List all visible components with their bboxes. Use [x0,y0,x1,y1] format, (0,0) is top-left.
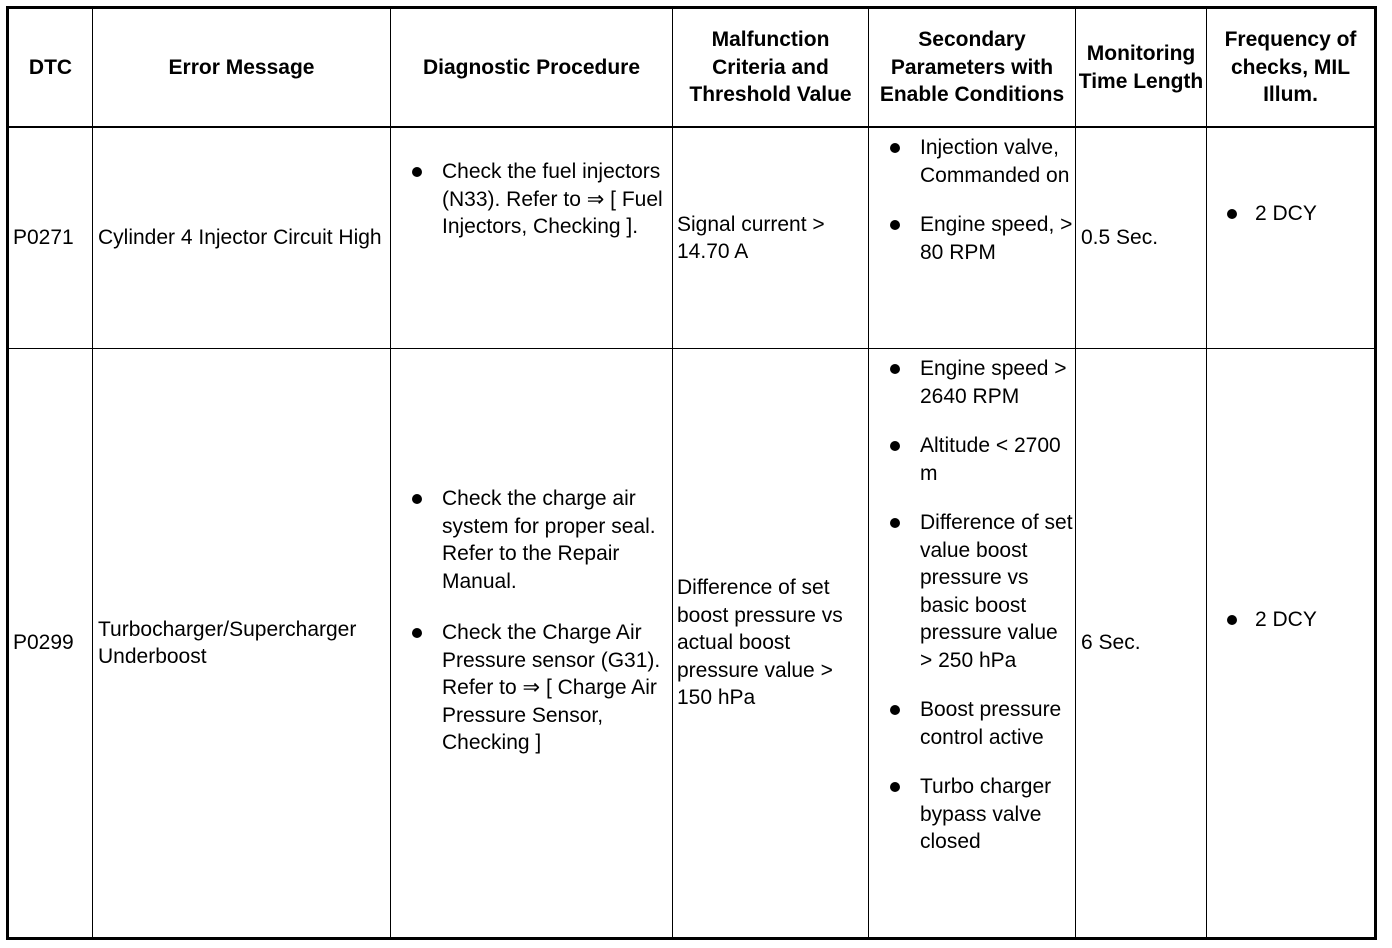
secondary-parameter: Engine speed, > 80 RPM [869,211,1075,266]
secondary-parameter: Boost pressure control active [869,696,1075,751]
row-1-dtc: P0271 [13,226,74,250]
diagnostic-step: Check the charge air system for proper seal. Refer to the Repair Manual. [392,485,670,595]
row-2-malfunction-criteria: Difference of set boost pressure vs actual boost pressure value > 150 hPa [677,576,843,710]
row-2-secondary-parameters [869,355,1075,856]
secondary-parameter: Injection valve, Commanded on [869,134,1075,189]
header-error-message: Error Message [168,55,315,79]
header-dtc: DTC [28,55,73,79]
secondary-parameter: Altitude < 2700 m [869,432,1075,487]
row-2-dtc: P0299 [13,631,74,655]
frequency-item: 2 DCY [1207,200,1374,228]
row-2-frequency [1207,606,1374,634]
secondary-parameter: Difference of set value boost pressure vs basic boost pressure value > 250 hPa [869,509,1075,674]
frequency-item: 2 DCY [1207,606,1374,634]
header-malfunction-criteria: Malfunction Criteria and Threshold Value [689,28,852,107]
row-1-malfunction-criteria: Signal current > 14.70 A [677,212,825,263]
row-2-error-message: Turbocharger/Supercharger Underboost [98,617,357,668]
secondary-parameter: Engine speed > 2640 RPM [869,355,1075,410]
diagnostic-step: Check the Charge Air Pressure sensor (G31). Refer to ⇒ [ Charge Air Pressure Sensor, Checking ] [392,619,670,757]
header-monitoring-time: Monitoring Time Length [1078,42,1204,93]
header-secondary-parameters: Secondary Parameters with Enable Conditions [879,28,1065,107]
row-1-diagnostic-procedure [392,158,670,241]
column-divider [1075,9,1076,937]
row-2-monitoring-time: 6 Sec. [1081,631,1141,655]
column-divider [672,9,673,937]
diagnostic-step: Check the fuel injectors (N33). Refer to ⇒ [ Fuel Injectors, Checking ]. [392,158,670,241]
row-1-monitoring-time: 0.5 Sec. [1081,226,1159,250]
row-1-frequency [1207,200,1374,228]
row-2-diagnostic-procedure [392,485,670,757]
column-divider [92,9,93,937]
header-frequency: Frequency of checks, MIL Illum. [1224,28,1357,107]
row-1-secondary-parameters [869,134,1075,266]
header-diagnostic-procedure: Diagnostic Procedure [422,55,641,79]
row-1-error-message: Cylinder 4 Injector Circuit High [98,226,382,250]
secondary-parameter: Turbo charger bypass valve closed [869,773,1075,856]
column-divider [390,9,391,937]
column-divider [1206,9,1207,937]
